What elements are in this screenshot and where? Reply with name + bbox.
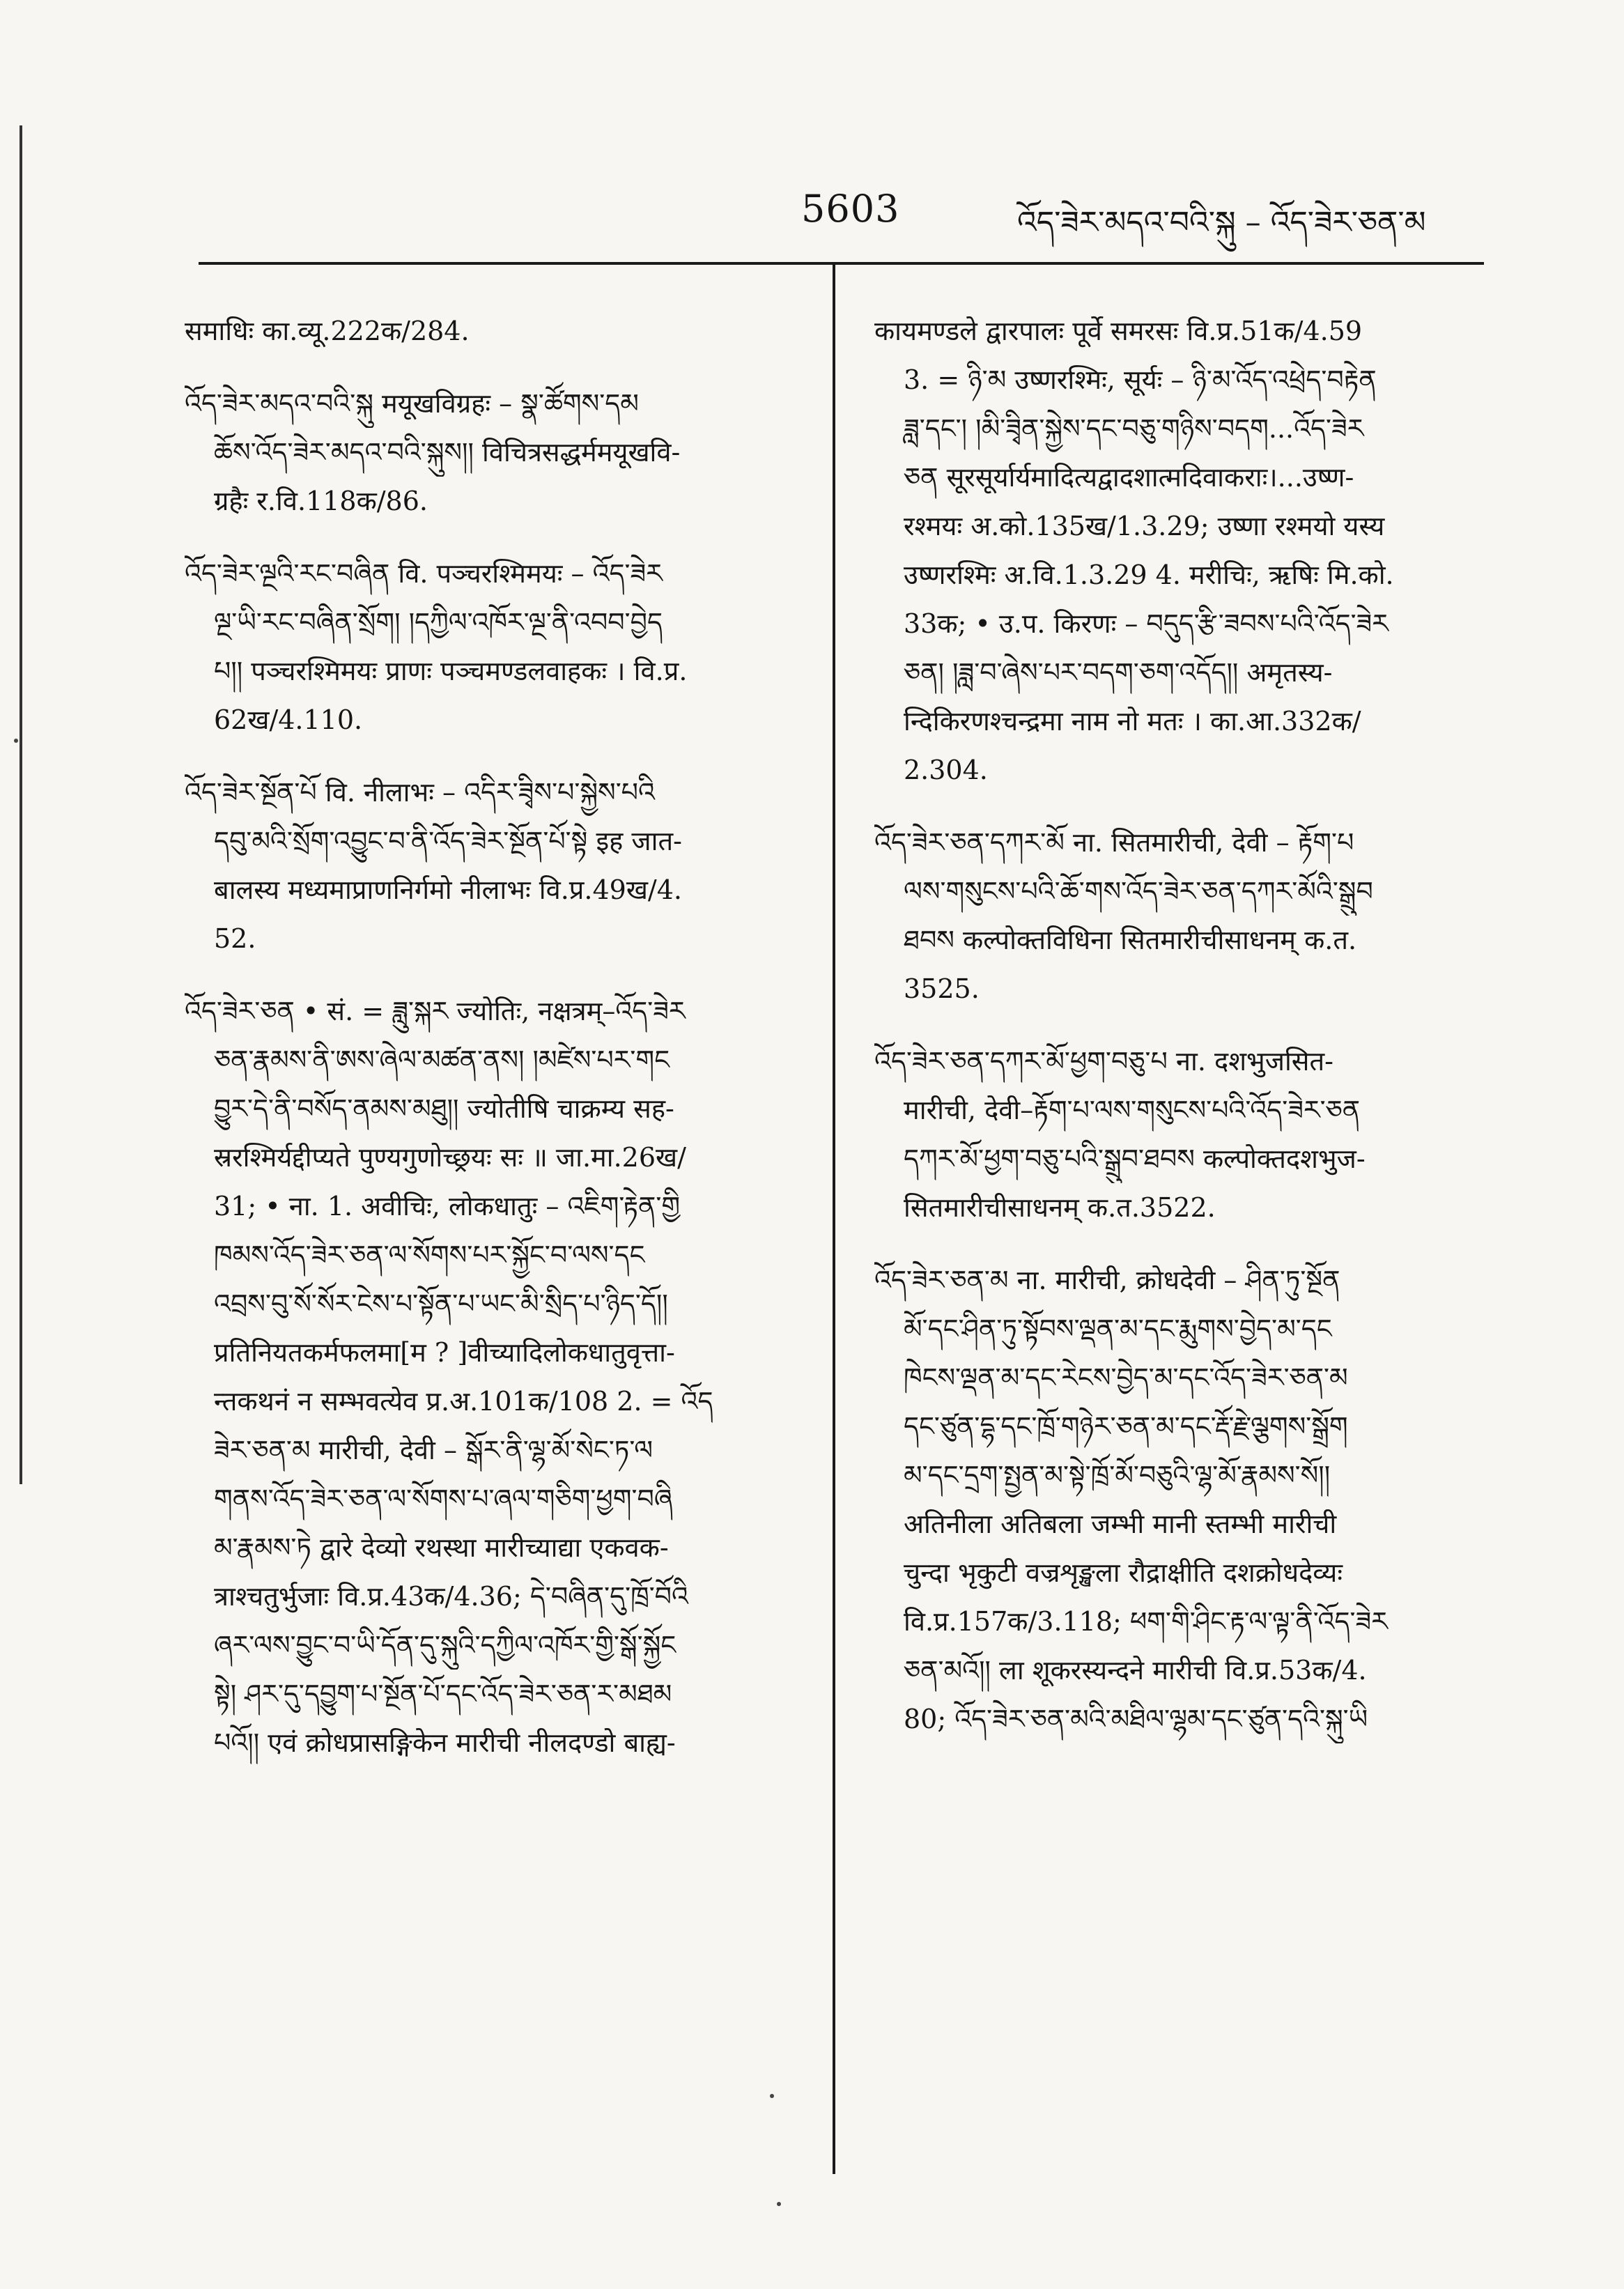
entry-line: དང་ཙུན་དྷ་དང་ཁྲོ་གཉེར་ཅན་མ་དང་རྡོ་རྗེ་ལྕགས་སྒྲོག (904, 1411, 1348, 1442)
entry-line: སྟེ། ཤར་དུ་དབྱུག་པ་སྔོན་པོ་དང་འོད་ཟེར་ཅན་ར་མཐམ (214, 1679, 672, 1709)
entry-line: न्दिकिरणश्चन्द्रमा नाम नो मतः । का.आ.332क/ (904, 706, 1361, 737)
entry-line: ཁམས་འོད་ཟེར་ཅན་ལ་སོགས་པར་སྐྱོང་བ་ལས་དང (214, 1240, 645, 1270)
entry-line: 31; • ना. 1. अवीचिः, लोकधातुः – འཇིག་རྟེན་གྱི (214, 1191, 681, 1221)
entry-line: मारीची, देवी–རྟོག་པ་ལས་གསུངས་པའི་འོད་ཟེར་ཅན (904, 1095, 1361, 1125)
entry-line: 62ख/4.110. (214, 704, 363, 735)
entry-line: འོད་ཟེར་ཅན་དཀར་མོ ना. सितमारीची, देवी – རྟོག་པ (874, 827, 1354, 858)
scan-speck (770, 2094, 774, 2098)
entry-line: ཐབས कल्पोक्तविधिना सितमारीचीसाधनम् क.त. (904, 925, 1357, 955)
entry-line: ग्रहैः र.वि.118क/86. (214, 486, 428, 516)
entry-line: बालस्य मध्यमाप्राणनिर्गमो नीलाभः वि.प्र.49ख/4. (214, 874, 682, 905)
entry-line: མོ་དང་ཤིན་ཏུ་སྟོབས་ལྡན་མ་དང་རྨུགས་བྱེད་མ་དང (904, 1313, 1332, 1344)
entry-line: 52. (214, 923, 256, 954)
entry-line: 3525. (904, 973, 980, 1004)
entry-line: वि.प्र.157क/3.118; ཕག་གི་ཤིང་རྟ་ལ་ལྟ་ནི་འོད་ཟེར (904, 1606, 1388, 1637)
running-head: འོད་ཟེར་མདའ་བའི་སྐུ – འོད་ཟེར་ཅན་མ (1017, 205, 1426, 240)
entry-line: ཟླ་དང་། །མི་ཟྭིན་སྐྱེས་དང་བཅུ་གཉིས་བདག...འོད་ཟེར (904, 413, 1364, 444)
page-number: 5603 (801, 187, 900, 231)
entry-line: उष्णरश्मिः अ.वि.1.3.29 4. मरीचिः, ऋषिः मि.को. (904, 560, 1394, 590)
entry-line: 80; འོད་ཟེར་ཅན་མའི་མཐིལ་ལྷམ་དང་ཙུན་དའི་སྐུ་ཡི (904, 1704, 1368, 1734)
entry-line: 33क; • उ.प. किरणः – བདུད་རྩི་ཟབས་པའི་འོད་ཟེར (904, 608, 1389, 639)
entry-line: 3. = ཉི་མ उष्णरश्मिः, सूर्यः – ཉི་མ་འོད་འཕྲེད་བརྟེན (904, 364, 1377, 395)
entry-line: प्रतिनियतकर्मफलमा[म ? ]वीच्यादिलोकधातुवृत्ता- (214, 1337, 675, 1368)
dictionary-entry (874, 1256, 1477, 1743)
entry-line: ལྔ་ཡི་རང་བཞིན་སྲོག། །དཀྱིལ་འཁོར་ལྔ་ནི་འབབ་བྱེད (214, 607, 663, 638)
entry-line: ཅན་རྣམས་ནི་ཨས་ཞེལ་མཚན་ནས། །མཛེས་པར་གང (214, 1045, 670, 1075)
dictionary-entry (185, 987, 784, 1767)
dictionary-entry (874, 1037, 1477, 1232)
dictionary-entry (185, 768, 784, 963)
entry-line: रश्मयः अ.को.135ख/1.3.29; उष्णा रश्मयो यस्य (904, 511, 1385, 541)
entry-line: དཀར་མོ་ཕྱག་བཅུ་པའི་སྒྲུབ་ཐབས कल्पोक्तदशभुज- (904, 1143, 1366, 1174)
entry-line: མ་རྣམས་ཏེ द्वारे देव्यो रथस्था मारीच्याद्या एकवक- (214, 1532, 669, 1563)
header-rule (199, 262, 1484, 265)
entry-line: འོད་ཟེར་ཅན • सं. = ཟླུ་སྐར ज्योतिः, नक्षत्रम्–འོད་ཟེར (185, 996, 686, 1026)
entry-line: འོད་ཟེར་ཅན་མ ना. मारीची, क्रोधदेवी – ཤིན་ཏུ་སྔོན (874, 1265, 1340, 1295)
entry-line: པ།། पञ्चरश्मिमयः प्राणः पञ्चमण्डलवाहकः । वि.प्र. (214, 656, 688, 686)
entry-line: གནས་འོད་ཟེར་ཅན་ལ་སོགས་པ་ཞལ་གཅིག་ཕྱག་བཞི (214, 1483, 673, 1514)
page-edge-shadow (20, 125, 22, 1484)
entry-line: འོད་ཟེར་ལྔའི་རང་བཞིན वि. पञ्चरश्मिमयः – འོད་ཟེར (185, 558, 663, 589)
entry-line: ཞར་ལས་བྱུང་བ་ཡི་དོན་དུ་སྐུའི་དཀྱིལ་འཁོར་གྱི་སྒོ་སྐྱོང (214, 1630, 676, 1660)
scan-speck (777, 2202, 781, 2206)
entry-line: 2.304. (904, 755, 988, 785)
dictionary-entry (185, 549, 784, 744)
entry-line: न्तकथनं न सम्भवत्येव प्र.अ.101क/108 2. = འོད (214, 1386, 713, 1417)
dictionary-entry (874, 307, 1477, 794)
entry-line: འོད་ཟེར་མདའ་བའི་སྐུ मयूखविग्रहः – སྣ་ཚོགས་དམ (185, 388, 639, 419)
scan-speck (14, 739, 18, 743)
entry-line: པའོ།། एवं क्रोधप्रासङ्गिकेन मारीची नीलदण्डो बाह्य- (214, 1727, 676, 1758)
entry-line: ལས་གསུངས་པའི་ཆོ་གས་འོད་ཟེར་ཅན་དཀར་མོའི་སྒྲུབ (904, 876, 1373, 907)
entry-line: सितमारीचीसाधनम् क.त.3522. (904, 1192, 1216, 1223)
entry-line: འོད་ཟེར་ཅན་དཀར་མོ་ཕྱག་བཅུ་པ ना. दशभुजसित- (874, 1046, 1333, 1077)
dictionary-entry (185, 307, 784, 355)
dictionary-entry (874, 818, 1477, 1013)
entry-line: མ་དང་དྲག་སྤྱན་མ་སྟེ་ཁྲོ་མོ་བཅུའི་ལྷ་མོ་རྣམས་སོ།། (904, 1460, 1331, 1490)
right-column (874, 307, 1477, 1767)
entry-line: ཆོས་འོད་ཟེར་མདའ་བའི་སྐུས།། विचित्रसद्धर्ममयूखवि- (214, 437, 681, 468)
entry-line: ཁེངས་ལྡན་མ་དང་རེངས་བྱེད་མ་དང་འོད་ཟེར་ཅན་མ (904, 1362, 1348, 1393)
entry-line: त्राश्चतुर्भुजाः वि.प्र.43क/4.36; དེ་བཞིན་དུ་ཁྲོ་བོའི (214, 1581, 688, 1612)
left-column (185, 307, 784, 1791)
entry-line: समाधिः का.व्यू.222क/284. (185, 316, 470, 346)
entry-line: ཅན་མའོ།། ला शूकरस्यन्दने मारीची वि.प्र.53क/4. (904, 1655, 1367, 1686)
entry-line: अतिनीला अतिबला जम्भी मानी स्तम्भी मारीची (904, 1509, 1337, 1539)
entry-line: स्ररश्मिर्यद्दीप्यते पुण्यगुणोच्छ्रयः सः ॥ जा.मा.26ख/ (214, 1142, 686, 1173)
dictionary-entry (185, 379, 784, 525)
entry-line: འབྲས་བུ་སོ་སོར་ངེས་པ་སྟོན་པ་ཡང་མི་སྲིད་པ་ཉིད་དོ།། (214, 1288, 668, 1319)
entry-line: ཅན། །ཟླ་བ་ཞེས་པར་བདག་ཅག་འདོད།། अमृतस्य- (904, 657, 1333, 688)
entry-line: ཟེར་ཅན་མ मारीची, देवी – སྒོར་ནི་ལྷ་མོ་སེང་ཏ་ལ (214, 1435, 654, 1465)
entry-line: चुन्दा भृकुटी वज्रशृङ्खला रौद्राक्षीति दशक्रोधदेव्यः (904, 1557, 1343, 1588)
entry-line: ཅན सूरसूर्यार्यमादित्यद्वादशात्मदिवाकराः।...उष्ण- (904, 462, 1354, 493)
entry-line: འོད་ཟེར་སྔོན་པོ वि. नीलाभः – འདིར་ཟྭིས་པ་སྐྱེས་པའི (185, 777, 655, 808)
column-rule (833, 265, 835, 2174)
entry-line: དབུ་མའི་སྲོག་འབྱུང་བ་ནི་འོད་ཟེར་སྔོན་པོ་སྟེ इह जात- (214, 826, 682, 856)
entry-line: कायमण्डले द्वारपालः पूर्वे समरसः वि.प्र.51क/4.59 (874, 316, 1363, 346)
entry-line: བྱུར་དེ་ནི་བསོད་ནམས་མཐུ།། ज्योतीषि चाक्रम्य सह- (214, 1093, 674, 1124)
